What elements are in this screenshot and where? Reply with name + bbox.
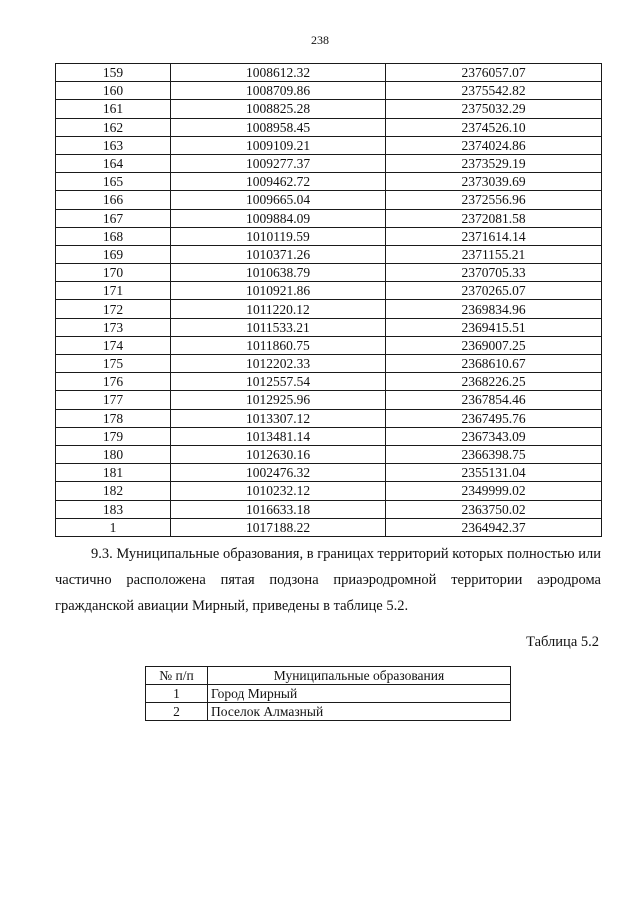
table-row	[56, 336, 602, 354]
x-coordinate: 1012557.54	[171, 373, 386, 391]
y-coordinate: 2368226.25	[386, 373, 602, 391]
municipalities-table	[145, 666, 511, 721]
point-number: 166	[56, 191, 171, 209]
x-coordinate: 1009277.37	[171, 154, 386, 172]
municipality-name: Поселок Алмазный	[208, 703, 511, 721]
x-coordinate: 1009884.09	[171, 209, 386, 227]
point-number: 178	[56, 409, 171, 427]
y-coordinate: 2370705.33	[386, 264, 602, 282]
table-row	[56, 173, 602, 191]
table-row	[56, 154, 602, 172]
table-row	[56, 518, 602, 536]
x-coordinate: 1011533.21	[171, 318, 386, 336]
y-coordinate: 2368610.67	[386, 355, 602, 373]
point-number: 161	[56, 100, 171, 118]
point-number: 1	[56, 518, 171, 536]
y-coordinate: 2374526.10	[386, 118, 602, 136]
y-coordinate: 2373039.69	[386, 173, 602, 191]
y-coordinate: 2363750.02	[386, 500, 602, 518]
table-row	[56, 209, 602, 227]
x-coordinate: 1010119.59	[171, 227, 386, 245]
x-coordinate: 1012925.96	[171, 391, 386, 409]
coordinates-table-body	[56, 64, 602, 537]
y-coordinate: 2370265.07	[386, 282, 602, 300]
x-coordinate: 1010371.26	[171, 245, 386, 263]
page-number: 238	[311, 33, 329, 47]
x-coordinate: 1011220.12	[171, 300, 386, 318]
y-coordinate: 2369007.25	[386, 336, 602, 354]
point-number: 170	[56, 264, 171, 282]
point-number: 159	[56, 64, 171, 82]
x-coordinate: 1008825.28	[171, 100, 386, 118]
x-coordinate: 1010232.12	[171, 482, 386, 500]
table-row	[56, 245, 602, 263]
table-row	[56, 191, 602, 209]
table-row	[56, 391, 602, 409]
point-number: 177	[56, 391, 171, 409]
x-coordinate: 1008612.32	[171, 64, 386, 82]
point-number: 176	[56, 373, 171, 391]
table-row	[56, 318, 602, 336]
point-number: 168	[56, 227, 171, 245]
table-row	[56, 464, 602, 482]
y-coordinate: 2373529.19	[386, 154, 602, 172]
x-coordinate: 1012630.16	[171, 445, 386, 463]
x-coordinate: 1002476.32	[171, 464, 386, 482]
table-row	[56, 136, 602, 154]
table-row	[56, 64, 602, 82]
point-number: 167	[56, 209, 171, 227]
coordinates-table	[55, 63, 602, 537]
y-coordinate: 2375542.82	[386, 82, 602, 100]
table-row	[56, 427, 602, 445]
y-coordinate: 2372081.58	[386, 209, 602, 227]
y-coordinate: 2367854.46	[386, 391, 602, 409]
y-coordinate: 2375032.29	[386, 100, 602, 118]
table-header-row	[146, 667, 511, 685]
x-coordinate: 1011860.75	[171, 336, 386, 354]
x-coordinate: 1009109.21	[171, 136, 386, 154]
point-number: 171	[56, 282, 171, 300]
y-coordinate: 2364942.37	[386, 518, 602, 536]
table-row	[56, 373, 602, 391]
x-coordinate: 1009462.72	[171, 173, 386, 191]
table-row	[56, 282, 602, 300]
point-number: 181	[56, 464, 171, 482]
y-coordinate: 2371614.14	[386, 227, 602, 245]
point-number: 165	[56, 173, 171, 191]
y-coordinate: 2349999.02	[386, 482, 602, 500]
y-coordinate: 2355131.04	[386, 464, 602, 482]
x-coordinate: 1017188.22	[171, 518, 386, 536]
y-coordinate: 2371155.21	[386, 245, 602, 263]
point-number: 173	[56, 318, 171, 336]
y-coordinate: 2366398.75	[386, 445, 602, 463]
x-coordinate: 1013307.12	[171, 409, 386, 427]
x-coordinate: 1010638.79	[171, 264, 386, 282]
x-coordinate: 1016633.18	[171, 500, 386, 518]
column-header-number: № п/п	[146, 667, 208, 685]
section-paragraph: 9.3. Муниципальные образования, в границах территорий которых полностью или частично расположена пятая подзона приаэродромной территории аэродрома гражданской авиации Мирный, приведены в таблице 5.2.	[55, 546, 601, 614]
column-header-municipality: Муниципальные образования	[208, 667, 511, 685]
point-number: 160	[56, 82, 171, 100]
table-row	[56, 409, 602, 427]
point-number: 172	[56, 300, 171, 318]
table-row	[56, 482, 602, 500]
x-coordinate: 1010921.86	[171, 282, 386, 300]
table-row	[146, 685, 511, 703]
x-coordinate: 1013481.14	[171, 427, 386, 445]
y-coordinate: 2372556.96	[386, 191, 602, 209]
table-row	[56, 118, 602, 136]
municipality-name: Город Мирный	[208, 685, 511, 703]
point-number: 182	[56, 482, 171, 500]
table-caption: Таблица 5.2	[526, 634, 599, 650]
point-number: 164	[56, 154, 171, 172]
table-row	[56, 445, 602, 463]
table-row	[56, 264, 602, 282]
row-number: 1	[146, 685, 208, 703]
table-row	[56, 500, 602, 518]
point-number: 163	[56, 136, 171, 154]
table-row	[56, 100, 602, 118]
y-coordinate: 2374024.86	[386, 136, 602, 154]
x-coordinate: 1012202.33	[171, 355, 386, 373]
point-number: 174	[56, 336, 171, 354]
table-row	[56, 227, 602, 245]
x-coordinate: 1008958.45	[171, 118, 386, 136]
y-coordinate: 2369834.96	[386, 300, 602, 318]
table-row	[146, 703, 511, 721]
table-row	[56, 355, 602, 373]
y-coordinate: 2369415.51	[386, 318, 602, 336]
row-number: 2	[146, 703, 208, 721]
point-number: 162	[56, 118, 171, 136]
point-number: 180	[56, 445, 171, 463]
point-number: 175	[56, 355, 171, 373]
x-coordinate: 1009665.04	[171, 191, 386, 209]
y-coordinate: 2376057.07	[386, 64, 602, 82]
point-number: 183	[56, 500, 171, 518]
table-row	[56, 82, 602, 100]
point-number: 179	[56, 427, 171, 445]
x-coordinate: 1008709.86	[171, 82, 386, 100]
y-coordinate: 2367495.76	[386, 409, 602, 427]
y-coordinate: 2367343.09	[386, 427, 602, 445]
table-row	[56, 300, 602, 318]
point-number: 169	[56, 245, 171, 263]
